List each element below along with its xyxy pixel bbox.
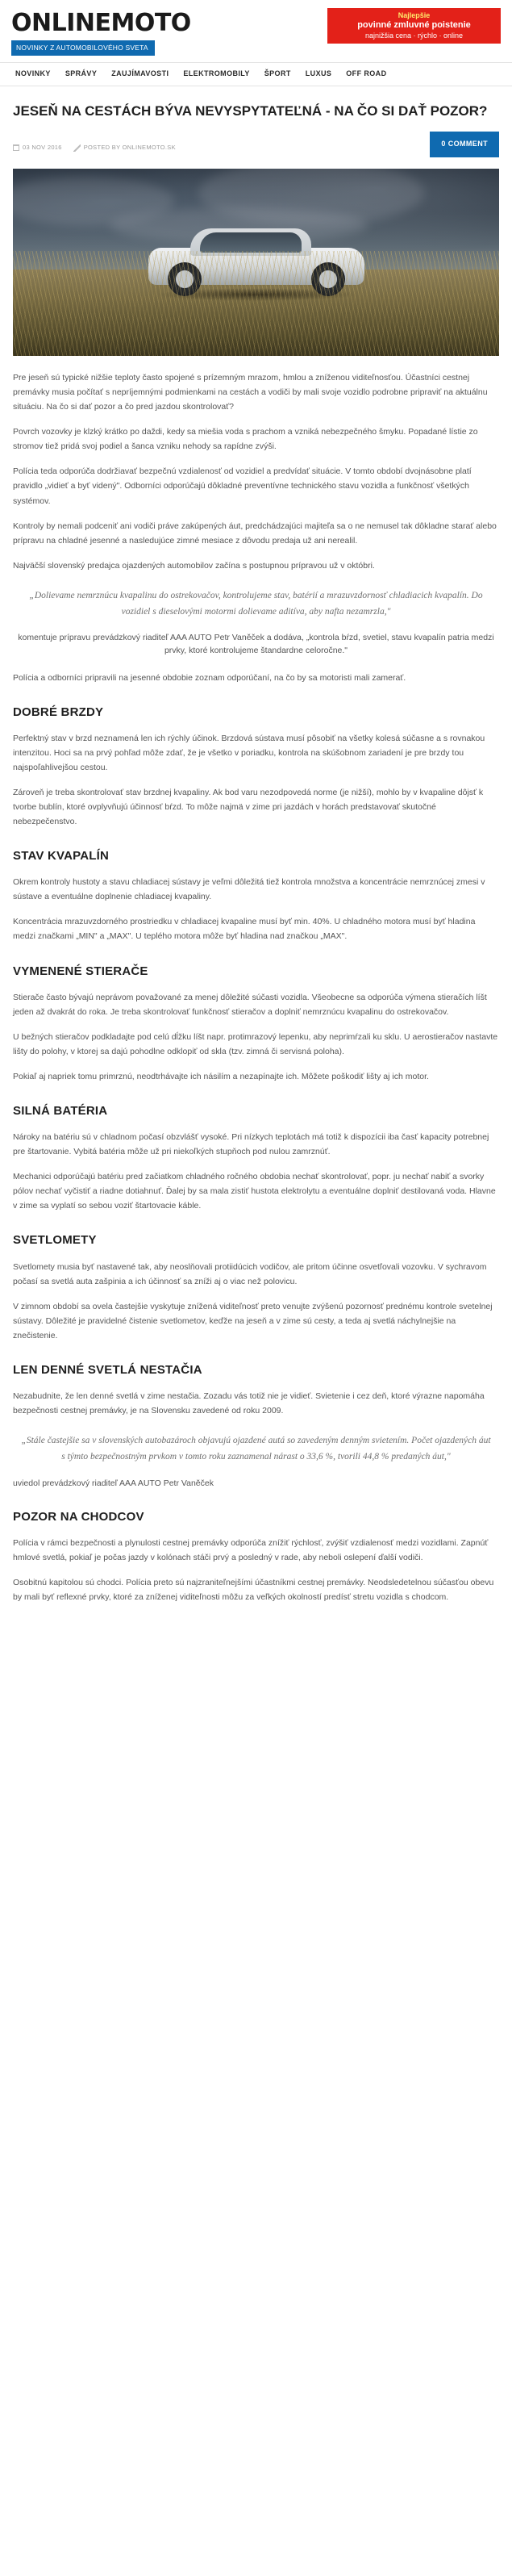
paragraph: Polícia v rámci bezpečnosti a plynulosti cestnej premávky odporúča znížiť rýchlosť, zvýšiť vzdialenosť medzi vozidlami. Zapnúť hmlové svetlá, pokiaľ je počas jazdy v kolónach stáči prvý a posledný v rade, aby neboli oslepení ďalší vodiči. — [13, 1538, 489, 1563]
section-heading-brakes: DOBRÉ BRZDY — [13, 705, 104, 719]
nav-item-spravy[interactable]: SPRÁVY — [65, 69, 98, 78]
site-header — [0, 0, 512, 56]
paragraph: Svetlomety musia byť nastavené tak, aby neoslňovali protiidúcich vodičov, ale pritom účinne osvetľovali vozovku. V sychravom počasí sa svetlá auta zašpinia a ich účinnosť sa zníži aj o viac než polovicu. — [13, 1261, 487, 1286]
paragraph: Pokiaľ aj napriek tomu primrznú, neodtrhávajte ich násilím a nezapínajte ich. Môžete poškodiť lišty aj ich motor. — [13, 1071, 429, 1081]
promo-line-2: povinné zmluvné poistenie — [357, 19, 471, 30]
paragraph: Perfektný stav v brzd neznamená len ich rýchly účinok. Brzdová sústava musí pôsobiť na všetky kolesá súčasne a s rovnakou intenzitou. Hoci sa na prvý pohľad môže zdať, že je všetko v poriadku, kontrola na skúšobnom zariadení je pre brzdy tou najspoľahlivejšou cestou. — [13, 733, 485, 772]
meta-date — [13, 143, 62, 153]
section-heading-drl: LEN DENNÉ SVETLÁ NESTAČIA — [13, 1362, 202, 1377]
article-date: 03 NOV 2016 — [23, 144, 62, 152]
pullquote-2-attribution: uviedol prevádzkový riaditeľ AAA AUTO Petr Vaněček — [13, 1478, 214, 1488]
paragraph: Zároveň je treba skontrolovať stav brzdnej kvapaliny. Ak bod varu nezodpovedá norme (je nižší), mohlo by v kvapaline dôjsť k tvorbe bublín, ktoré ovplyvňujú účinnosť bŕzd. To môže najmä v zime pri jazdách v horách predstavovať skutočné nebezpečenstvo. — [13, 787, 484, 827]
paragraph: Okrem kontroly hustoty a stavu chladiacej sústavy je veľmi dôležitá tiež kontrola množstva a koncentrácie nemrznúcej zmesi v sústave a eventuálne doplnenie chladiacej kvapaliny. — [13, 877, 485, 902]
paragraph: Nároky na batériu sú v chladnom počasí obzvlášť vysoké. Pri nízkych teplotách má totiž k dispozícii iba časť kapacity potrebnej pre štartovanie. Vybitá batéria môže už pri niekoľkých stupňoch pod nulou zamrznúť. — [13, 1132, 489, 1157]
pullquote-1: „Dolievame nemrznúcu kvapalinu do ostrekovačov, kontrolujeme stav, batérií a mrazuvzdornosť chladiacich kvapalín. Do vozidiel s dieselovými motormi dolievame aditíva, aby nafta nezamrzla," — [29, 590, 483, 617]
section-heading-battery: SILNÁ BATÉRIA — [13, 1104, 108, 1118]
calendar-icon — [13, 144, 19, 151]
promo-line-3: najnižšia cena · rýchlo · online — [364, 31, 464, 40]
article-hero-image — [13, 169, 499, 356]
section-heading-headlights: SVETLOMETY — [13, 1233, 97, 1248]
nav-item-zaujimavosti[interactable]: ZAUJÍMAVOSTI — [111, 69, 169, 78]
promo-banner-ad[interactable] — [327, 8, 501, 44]
paragraph: Polícia a odborníci pripravili na jesenné obdobie zoznam odporúčaní, na čo by sa motoristi mali zamerať. — [13, 672, 406, 683]
paragraph: Stierače často bývajú neprávom považované za menej dôležité súčasti vozidla. Všeobecne sa odporúča výmena stieračích líšt jeden až dvakrát do roka. Je treba skontrolovať funkčnosť stieračov a doplniť nemrznúcu kvapalinu do ostrekovačov. — [13, 992, 487, 1017]
paragraph: Polícia teda odporúča dodržiavať bezpečnú vzdialenosť od vozidiel a predvídať situácie. V tomto období dvojnásobne platí pravidlo „vidieť a byť videný". Odborníci odporúčajú dôkladné preventívne technického stavu vozidla a funkčnosť všetkých systémov. — [13, 466, 472, 506]
nav-item-novinky[interactable]: NOVINKY — [15, 69, 51, 78]
meta-author — [73, 143, 176, 153]
brand-block[interactable] — [11, 8, 191, 56]
article-meta-row — [13, 132, 499, 157]
section-heading-pedestrians: POZOR NA CHODCOV — [13, 1509, 144, 1524]
pullquote-1-attribution: komentuje prípravu prevádzkový riaditeľ AAA AUTO Petr Vaněček a dodáva, „kontrola bŕzd, svetiel, stavu kvapalín patria medzi prvky, ktoré kontrolujeme štandardne celoročne." — [18, 632, 494, 656]
paragraph: Kontroly by nemali podceniť ani vodiči práve zakúpených áut, predchádzajúci majiteľa sa o ne nemusel tak dôkladne starať alebo prípravu na chladné jesenné a nasledujúce zimné mesiace z dôvodu predaja už ani nerealil. — [13, 521, 497, 546]
page-title: JESEŇ NA CESTÁCH BÝVA NEVYSPYTATEĽNÁ - NA ČO SI DAŤ POZOR? — [13, 103, 488, 119]
paragraph: Osobitnú kapitolou sú chodci. Polícia preto sú najzraniteľnejšími účastníkmi cestnej premávky. Neodsledetelnou súčasťou obevu by mali byť reflexné prvky, ktoré za zníženej viditeľnosti môžu za veľkých okolností predísť stretu vozidla s chodcom. — [13, 1578, 494, 1603]
paragraph: Pre jeseň sú typické nižšie teploty často spojené s prízemným mrazom, hmlou a zníženou viditeľnosťou. Účastníci cestnej premávky musia počítať s nepríjemnými podmienkami na cestách a vodiči by mali svoje vozidlo podrobne pripraviť na aktuálnu situáciu. Na čo si dať pozor a čo pred jazdou skontrolovať? — [13, 373, 488, 412]
pencil-icon — [73, 144, 81, 152]
article-byline: POSTED BY ONLINEMOTO.SK — [83, 144, 176, 152]
pullquote-2: „Stále častejšie sa v slovenských autobazároch objavujú ojazdené autá so zavedeným denným svietením. Počet ojazdených áut s týmto bezpečnostným prvkom v tomto roku zaznamenal nárast o 33,6 %, tvorili 44,8 % predaných áut," — [21, 1436, 491, 1462]
nav-item-luxus[interactable]: LUXUS — [305, 69, 332, 78]
site-tagline: NOVINKY Z AUTOMOBILOVÉHO SVETA — [11, 40, 155, 56]
section-heading-fluids: STAV KVAPALÍN — [13, 849, 109, 864]
nav-item-sport[interactable]: ŠPORT — [264, 69, 291, 78]
paragraph: Povrch vozovky je klzký krátko po daždi, kedy sa miešia voda s prachom a vzniká nebezpečného šmyku. Popadané lístie zo stromov tiež pridá svoj podiel a šanca vzniku nehody sa rapídne zvýši. — [13, 427, 478, 452]
article-meta — [13, 132, 176, 157]
paragraph: Mechanici odporúčajú batériu pred začiatkom chladného ročného obdobia nechať skontrolovať, popr. ju nechať nabiť a svorky pólov nechať vyčistiť a riadne dotiahnuť. Ďalej by sa mala zistiť hustota elektrolytu a eventuálne doplniť destilovaná voda. Hlavne v zime sa vyplatí so sebou voziť štartovacie káble. — [13, 1172, 496, 1211]
paragraph: U bežných stieračov podkladajte pod celú dĺžku líšt napr. protimrazový lepenku, aby neprimŕzali ku sklu. U aerostieračov nastavte lišty do polohy, v ktorej sa dajú pohodlne odklopiť od skla (tzv. zimná či servisná poloha). — [13, 1031, 498, 1056]
nav-item-elektromobily[interactable]: ELEKTROMOBILY — [183, 69, 250, 78]
hero-overlay — [13, 169, 499, 356]
paragraph: Nezabudnite, že len denné svetlá v zime nestačia. Zozadu vás totiž nie je vidieť. Svietenie i cez deň, ktoré výrazne napomáha bezpečnosti cestnej premávky, je na Slovensku zavedené od roku 2009. — [13, 1391, 485, 1416]
paragraph: V zimnom období sa ovela častejšie vyskytuje znížená viditeľnosť preto venujte zvýšenú pozornosť prednému kontrole svetelnej sústavy. Dôležité je pravidelné čistenie svetlometov, keďže na jeseň a v zime sú cesty, a teda aj svetlá náchylnejšie na znečistenie. — [13, 1301, 493, 1340]
article-container — [0, 86, 512, 1636]
paragraph: Koncentrácia mrazuvzdorného prostriedku v chladiacej kvapaline musí byť min. 40%. U chladného motora musí byť hladina medzi značkami „MIN" a „MAX". U teplého motora môže byť hladina nad značkou „MAX". — [13, 917, 476, 942]
paragraph: Najväčší slovenský predajca ojazdených automobilov začína s postupnou prípravou už v októbri. — [13, 560, 375, 571]
promo-line-1: Najlepšie — [398, 11, 431, 19]
nav-item-offroad[interactable]: OFF ROAD — [346, 69, 387, 78]
section-heading-wipers: VYMENENÉ STIERAČE — [13, 964, 148, 978]
main-navigation — [0, 62, 512, 86]
site-logo[interactable]: ONLINEMOTO — [11, 9, 191, 37]
comment-button[interactable]: 0 COMMENT — [430, 132, 499, 157]
